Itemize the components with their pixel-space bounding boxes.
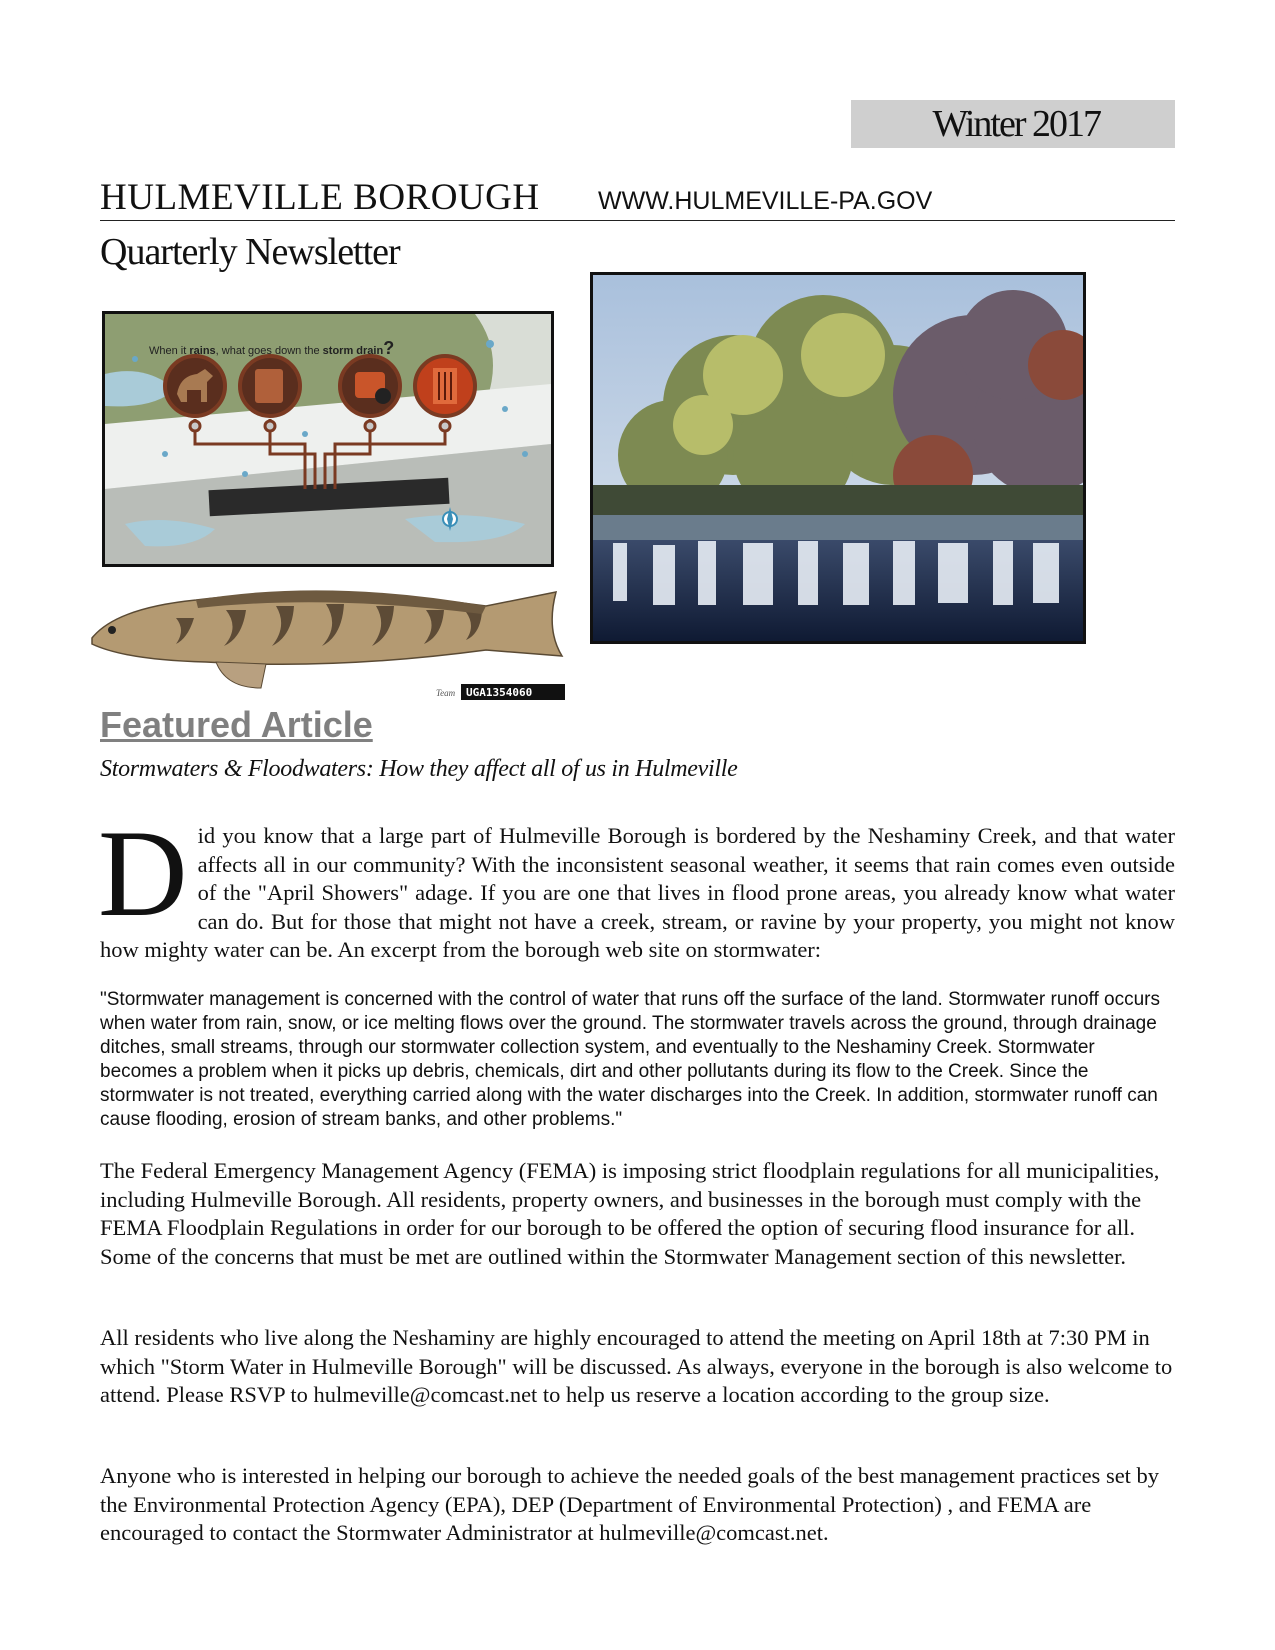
newsletter-title: Quarterly Newsletter [100,231,400,273]
masthead [100,176,1175,221]
infographic-caption-q: ? [383,338,395,358]
paragraph-contact: Anyone who is interested in helping our borough to achieve the needed goals of the best management practices set by the Environmental Protection Agency (EPA), DEP (Department of Environmental Protection) , and FEMA are encouraged to contact the Stormwater Administrator at hulmeville@comcast.net. [100,1463,1160,1545]
paragraph-fema: The Federal Emergency Management Agency (FEMA) is imposing strict floodplain regulations for all municipalities, including Hulmeville Borough. All residents, property owners, and businesses in the borough must comply with the FEMA Floodplain Regulations in order for our borough to be offered the option of securing flood insurance for all. Some of the concerns that must be met are outlined within the Stormwater Management section of this newsletter. [100,1158,1160,1269]
paragraph-meeting: All residents who live along the Neshaminy are highly encouraged to attend the meeting on April 18th at 7:30 PM in which "Storm Water in Hulmeville Borough" will be discussed. As always, everyone in the borough is also welcome to attend. Please RSVP to hulmeville@comcast.net to help us reserve a location according to the group size. [100,1325,1173,1407]
infographic-caption-rains: rains [189,345,216,357]
svg-text:Team: Team [436,688,456,698]
fish-image-tag: UGA1354060 [466,686,533,699]
snakehead-fish-illustration [86,578,572,710]
creek-waterfall-photo [590,272,1086,644]
stormwater-quote: "Stormwater management is concerned with the control of water that runs off the surface of the land. Stormwater runoff occurs when water from rain, snow, or ice melting flows over the ground. The stormwater travels across the ground, through drainage ditches, small streams, through our stormwater collection system, and eventually to the Neshaminy Creek. Stormwater becomes a problem when it picks up debris, chemicals, dirt and other pollutants during its flow to the Creek. Since the stormwater is not treated, everything carried along with the water discharges into the Creek. In addition, stormwater runoff can cause flooding, erosion of stream banks, and other problems." [100,989,1161,1130]
season-banner: Winter 2017 [851,100,1175,148]
infographic-caption-drain: storm drain [322,345,384,357]
intro-text: id you know that a large part of Hulmeville Borough is bordered by the Neshaminy Creek, and that water affects all in our community? With the inconsistent seasonal weather, it seems that rain comes even outside of the "April Showers" adage. If you are one that lives in flood prone areas, you already know what water can do. But for those that might not have a creek, stream, or ravine by your property, you might not know how mighty water can be. An excerpt from the borough web site on stormwater: [100,823,1175,962]
infographic-caption-mid: , what goes down the [215,345,323,357]
featured-article-heading: Featured Article [100,704,373,745]
storm-drain-infographic [102,311,554,567]
borough-name: HULMEVILLE BOROUGH [100,177,540,218]
article-intro [98,805,1175,965]
infographic-caption-pre: When it [149,345,190,357]
featured-article-subtitle: Stormwaters & Floodwaters: How they affect all of us in Hulmeville [100,756,738,782]
website-link[interactable]: WWW.HULMEVILLE-PA.GOV [598,187,933,215]
drop-cap: D [98,805,188,942]
